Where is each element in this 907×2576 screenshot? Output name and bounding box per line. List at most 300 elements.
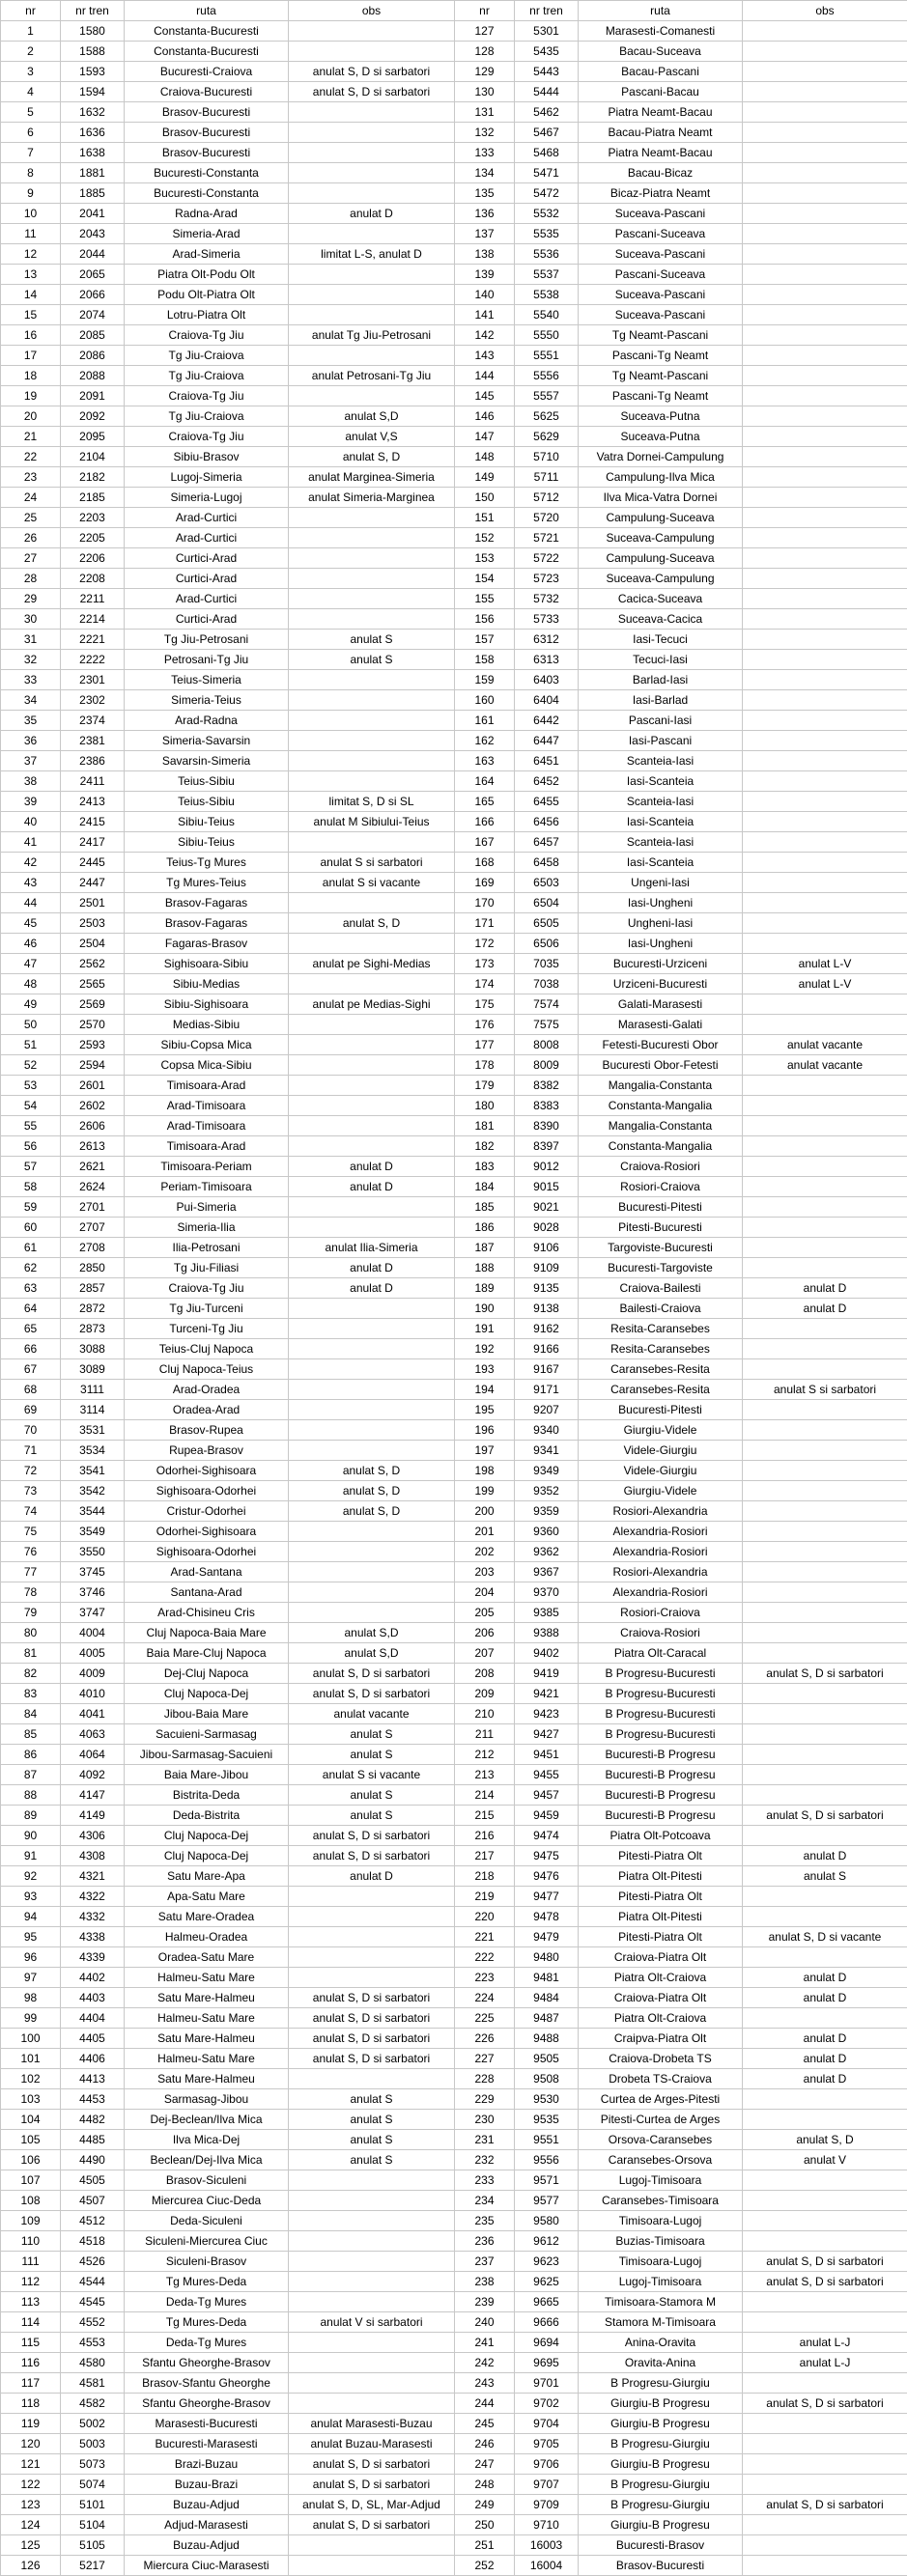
cell-nr-tren: 5532: [515, 204, 579, 224]
cell-ruta: Videle-Giurgiu: [579, 1441, 743, 1461]
table-row: [1, 812, 907, 832]
cell-nr-tren: 9530: [515, 2089, 579, 2110]
cell-nr-tren: 4322: [61, 1887, 125, 1907]
cell-nr: 222: [455, 1947, 515, 1968]
cell-nr: 187: [455, 1238, 515, 1258]
cell-obs: anulat pe Sighi-Medias: [289, 954, 455, 974]
cell-ruta: Piatra Olt-Potcoava: [579, 1826, 743, 1846]
cell-nr-tren: 9477: [515, 1887, 579, 1907]
cell-nr-tren: 9479: [515, 1927, 579, 1947]
table-row: [1, 204, 907, 224]
cell-nr: 182: [455, 1136, 515, 1157]
cell-nr: 22: [1, 447, 61, 467]
cell-nr-tren: 4507: [61, 2191, 125, 2211]
header-nr-tren: nr tren: [515, 1, 579, 21]
cell-ruta: Ilva Mica-Vatra Dornei: [579, 488, 743, 508]
cell-ruta: B Progresu-Giurgiu: [579, 2373, 743, 2394]
cell-ruta: B Progresu-Giurgiu: [579, 2475, 743, 2495]
table-row: [1, 82, 907, 102]
cell-obs: [743, 2231, 907, 2252]
cell-ruta: Pascani-Suceava: [579, 265, 743, 285]
table-row: [1, 771, 907, 792]
cell-ruta: Arad-Chisineu Cris: [125, 1603, 289, 1623]
cell-ruta: Brasov-Bucuresti: [125, 143, 289, 163]
cell-ruta: Piatra Olt-Pitesti: [579, 1907, 743, 1927]
cell-ruta: Copsa Mica-Sibiu: [125, 1055, 289, 1076]
table-row: [1, 1177, 907, 1197]
cell-obs: anulat S, D si sarbatori: [743, 1806, 907, 1826]
cell-nr: 229: [455, 2089, 515, 2110]
cell-obs: [289, 1542, 455, 1562]
cell-obs: [289, 934, 455, 954]
cell-obs: [743, 1258, 907, 1278]
cell-obs: [289, 1562, 455, 1582]
cell-ruta: Bucuresti-Constanta: [125, 183, 289, 204]
cell-nr: 77: [1, 1562, 61, 1582]
cell-nr-tren: 9341: [515, 1441, 579, 1461]
cell-ruta: Iasi-Barlad: [579, 690, 743, 711]
cell-nr: 132: [455, 123, 515, 143]
table-row: [1, 2292, 907, 2312]
cell-obs: [289, 548, 455, 569]
cell-nr-tren: 5002: [61, 2414, 125, 2434]
table-row: [1, 2089, 907, 2110]
cell-nr-tren: 6455: [515, 792, 579, 812]
cell-ruta: Cristur-Odorhei: [125, 1501, 289, 1522]
cell-ruta: Campulung-Suceava: [579, 548, 743, 569]
cell-ruta: Ilva Mica-Dej: [125, 2130, 289, 2150]
cell-ruta: Baia Mare-Cluj Napoca: [125, 1643, 289, 1664]
table-row: [1, 1258, 907, 1278]
cell-ruta: Cluj Napoca-Teius: [125, 1359, 289, 1380]
cell-nr: 131: [455, 102, 515, 123]
cell-ruta: Bucuresti-Targoviste: [579, 1258, 743, 1278]
cell-obs: [743, 1542, 907, 1562]
cell-obs: [289, 751, 455, 771]
cell-nr: 173: [455, 954, 515, 974]
cell-obs: anulat V si sarbatori: [289, 2312, 455, 2333]
cell-nr: 4: [1, 82, 61, 102]
cell-nr: 61: [1, 1238, 61, 1258]
cell-nr: 198: [455, 1461, 515, 1481]
cell-nr-tren: 2569: [61, 994, 125, 1015]
cell-nr-tren: 6312: [515, 630, 579, 650]
cell-obs: [289, 1582, 455, 1603]
cell-obs: anulat D: [289, 1177, 455, 1197]
cell-nr-tren: 4321: [61, 1866, 125, 1887]
table-row: [1, 2475, 907, 2495]
cell-obs: [289, 589, 455, 609]
cell-nr-tren: 3089: [61, 1359, 125, 1380]
table-row: [1, 853, 907, 873]
cell-ruta: Resita-Caransebes: [579, 1339, 743, 1359]
cell-nr: 216: [455, 1826, 515, 1846]
cell-obs: [743, 1684, 907, 1704]
cell-ruta: Santana-Arad: [125, 1582, 289, 1603]
cell-nr-tren: 9701: [515, 2373, 579, 2394]
cell-ruta: Sfantu Gheorghe-Brasov: [125, 2353, 289, 2373]
cell-nr-tren: 9709: [515, 2495, 579, 2515]
cell-nr: 230: [455, 2110, 515, 2130]
table-row: [1, 954, 907, 974]
cell-nr: 186: [455, 1218, 515, 1238]
cell-obs: anulat S, D si sarbatori: [743, 2272, 907, 2292]
cell-nr: 88: [1, 1785, 61, 1806]
cell-nr: 78: [1, 1582, 61, 1603]
cell-nr-tren: 9419: [515, 1664, 579, 1684]
cell-nr-tren: 2415: [61, 812, 125, 832]
cell-ruta: Iasi-Pascani: [579, 731, 743, 751]
table-row: [1, 1846, 907, 1866]
table-row: [1, 346, 907, 366]
cell-nr: 192: [455, 1339, 515, 1359]
cell-obs: [289, 609, 455, 630]
cell-nr-tren: 4405: [61, 2029, 125, 2049]
cell-nr: 104: [1, 2110, 61, 2130]
header-ruta: ruta: [125, 1, 289, 21]
cell-nr-tren: 2301: [61, 670, 125, 690]
cell-nr-tren: 9476: [515, 1866, 579, 1887]
table-row: [1, 1197, 907, 1218]
table-row: [1, 2069, 907, 2089]
cell-nr: 112: [1, 2272, 61, 2292]
cell-nr: 190: [455, 1299, 515, 1319]
cell-nr: 87: [1, 1765, 61, 1785]
cell-ruta: Bucuresti-Pitesti: [579, 1197, 743, 1218]
table-row: [1, 974, 907, 994]
cell-obs: [743, 406, 907, 427]
cell-obs: [743, 82, 907, 102]
cell-nr-tren: 9171: [515, 1380, 579, 1400]
table-row: [1, 1542, 907, 1562]
cell-ruta: Beclean/Dej-Ilva Mica: [125, 2150, 289, 2170]
cell-ruta: Pascani-Tg Neamt: [579, 386, 743, 406]
cell-ruta: Odorhei-Sighisoara: [125, 1461, 289, 1481]
cell-ruta: Bucuresti-Constanta: [125, 163, 289, 183]
table-row: [1, 1299, 907, 1319]
cell-obs: [743, 630, 907, 650]
table-row: [1, 427, 907, 447]
cell-ruta: Petrosani-Tg Jiu: [125, 650, 289, 670]
cell-nr-tren: 1632: [61, 102, 125, 123]
cell-nr-tren: 9451: [515, 1745, 579, 1765]
cell-nr: 52: [1, 1055, 61, 1076]
cell-nr: 14: [1, 285, 61, 305]
cell-ruta: Sighisoara-Odorhei: [125, 1542, 289, 1562]
cell-nr-tren: 4580: [61, 2353, 125, 2373]
cell-obs: anulat S,D: [289, 406, 455, 427]
cell-nr: 39: [1, 792, 61, 812]
cell-nr-tren: 4402: [61, 1968, 125, 1988]
cell-nr: 148: [455, 447, 515, 467]
cell-ruta: Siculeni-Miercurea Ciuc: [125, 2231, 289, 2252]
cell-nr-tren: 4064: [61, 1745, 125, 1765]
cell-obs: [743, 1582, 907, 1603]
cell-ruta: Bucuresti-Brasov: [579, 2535, 743, 2556]
cell-obs: [743, 2211, 907, 2231]
cell-nr: 73: [1, 1481, 61, 1501]
cell-ruta: Sibiu-Brasov: [125, 447, 289, 467]
cell-nr: 119: [1, 2414, 61, 2434]
cell-ruta: Giurgiu-B Progresu: [579, 2394, 743, 2414]
cell-ruta: Suceava-Pascani: [579, 204, 743, 224]
cell-obs: [289, 1096, 455, 1116]
cell-nr-tren: 4544: [61, 2272, 125, 2292]
cell-obs: [289, 2069, 455, 2089]
cell-ruta: Alexandria-Rosiori: [579, 1582, 743, 1603]
cell-ruta: Brasov-Fagaras: [125, 913, 289, 934]
cell-nr-tren: 4005: [61, 1643, 125, 1664]
cell-nr: 69: [1, 1400, 61, 1420]
cell-obs: [743, 163, 907, 183]
cell-ruta: Simeria-Teius: [125, 690, 289, 711]
cell-nr: 63: [1, 1278, 61, 1299]
cell-ruta: Halmeu-Satu Mare: [125, 2008, 289, 2029]
cell-ruta: Brasov-Fagaras: [125, 893, 289, 913]
cell-nr: 158: [455, 650, 515, 670]
table-row: [1, 1603, 907, 1623]
cell-obs: [743, 690, 907, 711]
cell-ruta: Tg Jiu-Craiova: [125, 406, 289, 427]
cell-obs: anulat S: [289, 630, 455, 650]
cell-nr-tren: 3745: [61, 1562, 125, 1582]
cell-ruta: Curtici-Arad: [125, 609, 289, 630]
cell-nr-tren: 9388: [515, 1623, 579, 1643]
table-row: [1, 1035, 907, 1055]
cell-nr-tren: 3746: [61, 1582, 125, 1603]
cell-ruta: Rosiori-Alexandria: [579, 1562, 743, 1582]
cell-obs: [289, 1441, 455, 1461]
cell-nr-tren: 5556: [515, 366, 579, 386]
cell-ruta: Pitesti-Bucuresti: [579, 1218, 743, 1238]
cell-nr: 134: [455, 163, 515, 183]
cell-nr-tren: 5711: [515, 467, 579, 488]
cell-obs: anulat L-J: [743, 2333, 907, 2353]
table-row: [1, 2556, 907, 2576]
table-row: [1, 1116, 907, 1136]
cell-obs: [743, 731, 907, 751]
table-row: [1, 1481, 907, 1501]
cell-nr-tren: 9359: [515, 1501, 579, 1522]
table-row: [1, 2414, 907, 2434]
cell-nr-tren: 9556: [515, 2150, 579, 2170]
cell-ruta: Satu Mare-Halmeu: [125, 2029, 289, 2049]
cell-obs: [743, 1765, 907, 1785]
cell-ruta: Alexandria-Rosiori: [579, 1522, 743, 1542]
cell-nr: 154: [455, 569, 515, 589]
cell-obs: [743, 42, 907, 62]
cell-nr-tren: 6505: [515, 913, 579, 934]
cell-nr: 163: [455, 751, 515, 771]
cell-ruta: Bucuresti-B Progresu: [579, 1785, 743, 1806]
cell-nr: 220: [455, 1907, 515, 1927]
cell-nr-tren: 4004: [61, 1623, 125, 1643]
cell-obs: [743, 650, 907, 670]
cell-obs: anulat D: [289, 1278, 455, 1299]
cell-ruta: Bucuresti Obor-Fetesti: [579, 1055, 743, 1076]
table-row: [1, 467, 907, 488]
cell-nr: 204: [455, 1582, 515, 1603]
cell-nr-tren: 4009: [61, 1664, 125, 1684]
cell-nr: 46: [1, 934, 61, 954]
cell-nr-tren: 3114: [61, 1400, 125, 1420]
cell-nr: 231: [455, 2130, 515, 2150]
cell-ruta: Giurgiu-Videle: [579, 1481, 743, 1501]
cell-ruta: Pitesti-Piatra Olt: [579, 1927, 743, 1947]
cell-obs: [743, 183, 907, 204]
cell-nr-tren: 5537: [515, 265, 579, 285]
cell-obs: anulat S, D si sarbatori: [289, 2008, 455, 2029]
cell-nr: 2: [1, 42, 61, 62]
cell-obs: [743, 1157, 907, 1177]
cell-nr: 241: [455, 2333, 515, 2353]
cell-ruta: Tg Mures-Deda: [125, 2272, 289, 2292]
cell-nr-tren: 5105: [61, 2535, 125, 2556]
cell-obs: anulat Ilia-Simeria: [289, 1238, 455, 1258]
cell-ruta: Pascani-Iasi: [579, 711, 743, 731]
cell-nr: 86: [1, 1745, 61, 1765]
cell-nr-tren: 5472: [515, 183, 579, 204]
cell-nr: 242: [455, 2353, 515, 2373]
cell-nr-tren: 2182: [61, 467, 125, 488]
cell-nr-tren: 9015: [515, 1177, 579, 1197]
cell-ruta: Suceava-Pascani: [579, 244, 743, 265]
cell-nr: 37: [1, 751, 61, 771]
cell-nr: 3: [1, 62, 61, 82]
table-row: [1, 447, 907, 467]
cell-obs: [743, 548, 907, 569]
cell-obs: [289, 2170, 455, 2191]
cell-nr: 118: [1, 2394, 61, 2414]
cell-obs: [743, 1238, 907, 1258]
cell-ruta: Fagaras-Brasov: [125, 934, 289, 954]
cell-nr-tren: 3542: [61, 1481, 125, 1501]
cell-obs: [289, 1055, 455, 1076]
cell-ruta: Ungeni-Iasi: [579, 873, 743, 893]
table-row: [1, 1278, 907, 1299]
cell-nr-tren: 1593: [61, 62, 125, 82]
table-row: [1, 42, 907, 62]
cell-nr-tren: 2214: [61, 609, 125, 630]
cell-nr: 179: [455, 1076, 515, 1096]
cell-nr: 200: [455, 1501, 515, 1522]
cell-ruta: Odorhei-Sighisoara: [125, 1522, 289, 1542]
cell-nr-tren: 5557: [515, 386, 579, 406]
cell-nr: 228: [455, 2069, 515, 2089]
cell-obs: anulat L-J: [743, 2353, 907, 2373]
cell-nr: 72: [1, 1461, 61, 1481]
cell-ruta: Ungheni-Iasi: [579, 913, 743, 934]
cell-ruta: Apa-Satu Mare: [125, 1887, 289, 1907]
cell-ruta: Piatra Neamt-Bacau: [579, 102, 743, 123]
cell-nr: 138: [455, 244, 515, 265]
cell-nr: 226: [455, 2029, 515, 2049]
cell-obs: [743, 244, 907, 265]
cell-nr: 83: [1, 1684, 61, 1704]
cell-nr: 217: [455, 1846, 515, 1866]
cell-ruta: Miercura Ciuc-Marasesti: [125, 2556, 289, 2576]
table-row: [1, 1218, 907, 1238]
cell-nr-tren: 4149: [61, 1806, 125, 1826]
cell-obs: [743, 589, 907, 609]
cell-ruta: Campulung-Suceava: [579, 508, 743, 528]
cell-ruta: Videle-Giurgiu: [579, 1461, 743, 1481]
cell-nr: 98: [1, 1988, 61, 2008]
cell-nr: 210: [455, 1704, 515, 1724]
cell-nr: 126: [1, 2556, 61, 2576]
cell-nr-tren: 9340: [515, 1420, 579, 1441]
cell-obs: anulat S, D si sarbatori: [289, 1988, 455, 2008]
cell-nr: 212: [455, 1745, 515, 1765]
cell-ruta: Marasesti-Comanesti: [579, 21, 743, 42]
cell-nr: 47: [1, 954, 61, 974]
cell-ruta: Giurgiu-B Progresu: [579, 2414, 743, 2434]
cell-nr-tren: 9481: [515, 1968, 579, 1988]
table-row: [1, 143, 907, 163]
cell-obs: [289, 1015, 455, 1035]
cell-obs: [743, 21, 907, 42]
cell-ruta: Oradea-Arad: [125, 1400, 289, 1420]
cell-nr: 191: [455, 1319, 515, 1339]
cell-nr: 170: [455, 893, 515, 913]
cell-obs: [743, 2008, 907, 2029]
cell-nr: 7: [1, 143, 61, 163]
cell-obs: [743, 1177, 907, 1197]
table-row: [1, 528, 907, 548]
cell-ruta: Bucuresti-Craiova: [125, 62, 289, 82]
table-row: [1, 2231, 907, 2252]
table-row: [1, 630, 907, 650]
cell-obs: anulat S, D si sarbatori: [289, 62, 455, 82]
cell-ruta: Galati-Marasesti: [579, 994, 743, 1015]
cell-nr-tren: 9352: [515, 1481, 579, 1501]
cell-nr: 183: [455, 1157, 515, 1177]
cell-nr: 215: [455, 1806, 515, 1826]
cell-nr: 193: [455, 1359, 515, 1380]
cell-nr-tren: 3111: [61, 1380, 125, 1400]
cell-nr-tren: 2092: [61, 406, 125, 427]
cell-obs: [743, 1603, 907, 1623]
table-row: [1, 1157, 907, 1177]
cell-ruta: Cluj Napoca-Dej: [125, 1826, 289, 1846]
cell-obs: [289, 102, 455, 123]
cell-nr: 108: [1, 2191, 61, 2211]
cell-nr-tren: 9138: [515, 1299, 579, 1319]
cell-ruta: Teius-Cluj Napoca: [125, 1339, 289, 1359]
cell-ruta: Buzias-Timisoara: [579, 2231, 743, 2252]
table-row: [1, 670, 907, 690]
cell-obs: [743, 508, 907, 528]
cell-nr: 224: [455, 1988, 515, 2008]
cell-nr-tren: 9012: [515, 1157, 579, 1177]
table-row: [1, 1785, 907, 1806]
cell-nr-tren: 16003: [515, 2535, 579, 2556]
cell-nr-tren: 9707: [515, 2475, 579, 2495]
cell-obs: anulat S, D: [289, 913, 455, 934]
cell-nr-tren: 6458: [515, 853, 579, 873]
table-row: [1, 62, 907, 82]
cell-nr-tren: 2041: [61, 204, 125, 224]
cell-nr-tren: 2208: [61, 569, 125, 589]
cell-obs: [289, 2535, 455, 2556]
cell-nr: 122: [1, 2475, 61, 2495]
table-row: [1, 1866, 907, 1887]
cell-nr: 137: [455, 224, 515, 244]
cell-nr-tren: 2501: [61, 893, 125, 913]
cell-nr-tren: 9162: [515, 1319, 579, 1339]
cell-ruta: Craiova-Bailesti: [579, 1278, 743, 1299]
cell-ruta: Timisoara-Lugoj: [579, 2211, 743, 2231]
